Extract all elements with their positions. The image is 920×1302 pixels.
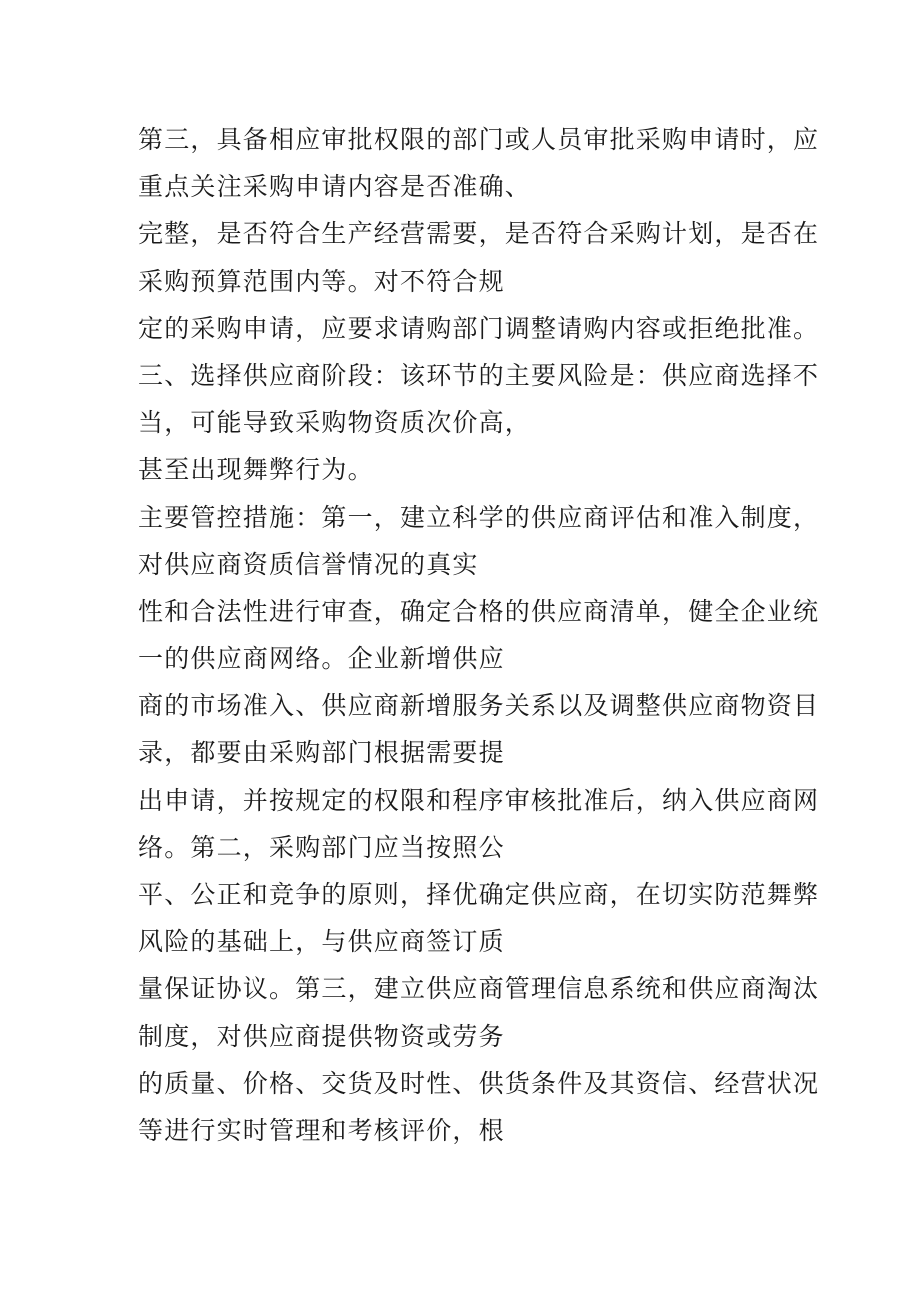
text-line: 主要管控措施：第一，建立科学的供应商评估和准入制度， [138, 502, 820, 532]
document-body [138, 116, 818, 1154]
text-line: 出申请，并按规定的权限和程序审核批准后，纳入供应商网 [138, 785, 820, 815]
text-line: 等进行实时管理和考核评价，根 [138, 1115, 505, 1145]
text-line: 录，都要由采购部门根据需要提 [138, 738, 505, 768]
text-line: 三、选择供应商阶段：该环节的主要风险是：供应商选择不 [138, 360, 820, 390]
text-line: 性和合法性进行审查，确定合格的供应商清单，健全企业统 [138, 596, 820, 626]
text-line: 量保证协议。第三，建立供应商管理信息系统和供应商淘汰 [138, 974, 820, 1004]
text-line: 对供应商资质信誉情况的真实 [138, 549, 479, 579]
text-line: 的质量、价格、交货及时性、供货条件及其资信、经营状况 [138, 1068, 820, 1098]
text-line: 采购预算范围内等。对不符合规 [138, 266, 505, 296]
text-line: 定的采购申请，应要求请购部门调整请购内容或拒绝批准。 [138, 313, 820, 343]
text-line: 风险的基础上，与供应商签订质 [138, 927, 505, 957]
text-line: 甚至出现舞弊行为。 [138, 455, 374, 485]
text-line: 完整，是否符合生产经营需要，是否符合采购计划，是否在 [138, 219, 820, 249]
text-line: 当，可能导致采购物资质次价高， [138, 408, 532, 438]
text-line: 制度，对供应商提供物资或劳务 [138, 1021, 505, 1051]
text-line: 商的市场准入、供应商新增服务关系以及调整供应商物资目 [138, 691, 820, 721]
text-line: 重点关注采购申请内容是否准确、 [138, 172, 532, 202]
text-line: 络。第二，采购部门应当按照公 [138, 832, 505, 862]
text-line: 平、公正和竞争的原则，择优确定供应商，在切实防范舞弊 [138, 880, 820, 909]
text-line: 一的供应商网络。企业新增供应 [138, 644, 505, 674]
text-line: 第三，具备相应审批权限的部门或人员审批采购申请时，应 [138, 125, 820, 154]
